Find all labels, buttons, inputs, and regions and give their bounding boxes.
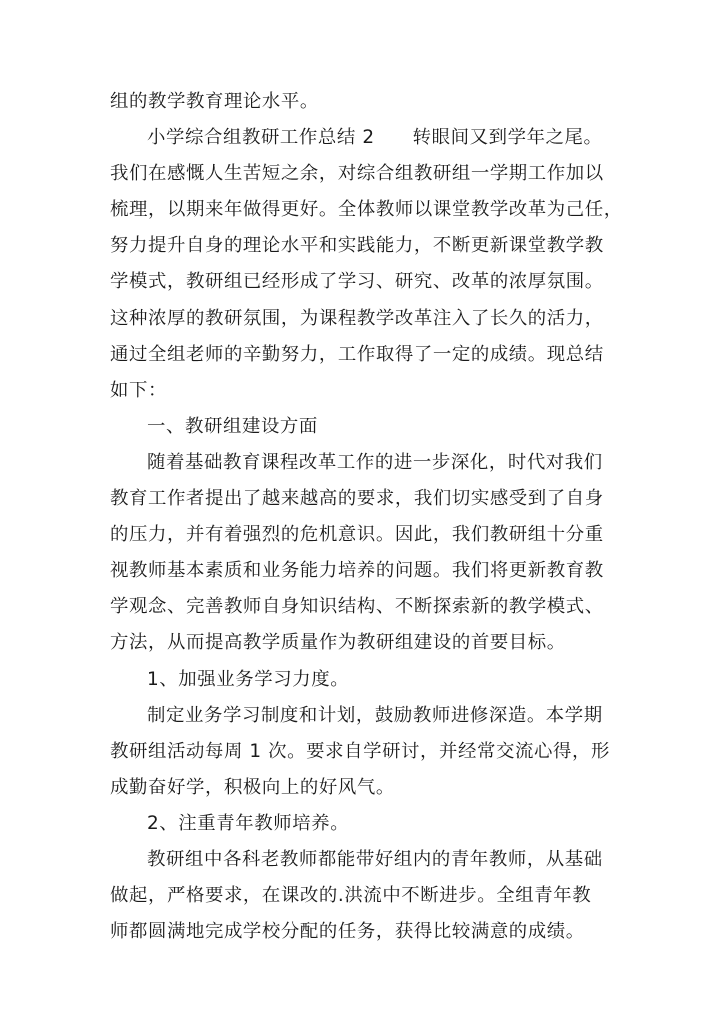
text-line: 随着基础教育课程改革工作的进一步深化，时代对我们 — [147, 451, 603, 473]
text-line: 方法，从而提高教学质量作为教研组建设的首要目标。 — [110, 632, 566, 654]
text-line: 小学综合组教研工作总结 2 转眼间又到学年之尾。 — [147, 127, 603, 149]
text-line: 我们在感慨人生苦短之余，对综合组教研组一学期工作加以 — [110, 163, 604, 185]
section-heading: 一、教研组建设方面 — [147, 415, 318, 437]
text-line: 做起，严格要求，在课改的.洪流中不断进步。全组青年教 — [110, 885, 592, 907]
text-line: 组的教学教育理论水平。 — [110, 91, 319, 112]
text-line: 通过全组老师的辛勤努力，工作取得了一定的成绩。现总结 — [110, 343, 604, 365]
text-line: 成勤奋好学，积极向上的好风气。 — [110, 776, 395, 798]
text-line: 学观念、完善教师自身知识结构、不断探索新的教学模式、 — [110, 596, 604, 618]
text-line: 视教师基本素质和业务能力培养的问题。我们将更新教育教 — [110, 560, 604, 582]
text-line: 梳理，以期来年做得更好。全体教师以课堂教学改革为己任， — [110, 199, 623, 221]
subsection-heading: 1、加强业务学习力度。 — [147, 668, 350, 690]
text-line: 如下： — [110, 379, 167, 401]
subsection-heading: 2、注重青年教师培养。 — [147, 812, 350, 834]
text-line: 制定业务学习制度和计划，鼓励教师进修深造。本学期 — [147, 704, 603, 726]
text-line: 学模式，教研组已经形成了学习、研究、改革的浓厚氛围。 — [110, 271, 604, 293]
text-line: 师都圆满地完成学校分配的任务，获得比较满意的成绩。 — [110, 921, 585, 943]
text-line: 努力提升自身的理论水平和实践能力，不断更新课堂教学教 — [110, 235, 604, 257]
body-text — [110, 84, 623, 950]
text-line: 这种浓厚的教研氛围，为课程教学改革注入了长久的活力， — [110, 307, 604, 329]
text-line: 教研组活动每周 1 次。要求自学研讨，并经常交流心得，形 — [110, 740, 610, 762]
text-line: 教研组中各科老教师都能带好组内的青年教师，从基础 — [147, 848, 603, 870]
text-line: 的压力，并有着强烈的危机意识。因此，我们教研组十分重 — [110, 524, 604, 546]
text-line: 教育工作者提出了越来越高的要求，我们切实感受到了自身 — [110, 488, 604, 510]
